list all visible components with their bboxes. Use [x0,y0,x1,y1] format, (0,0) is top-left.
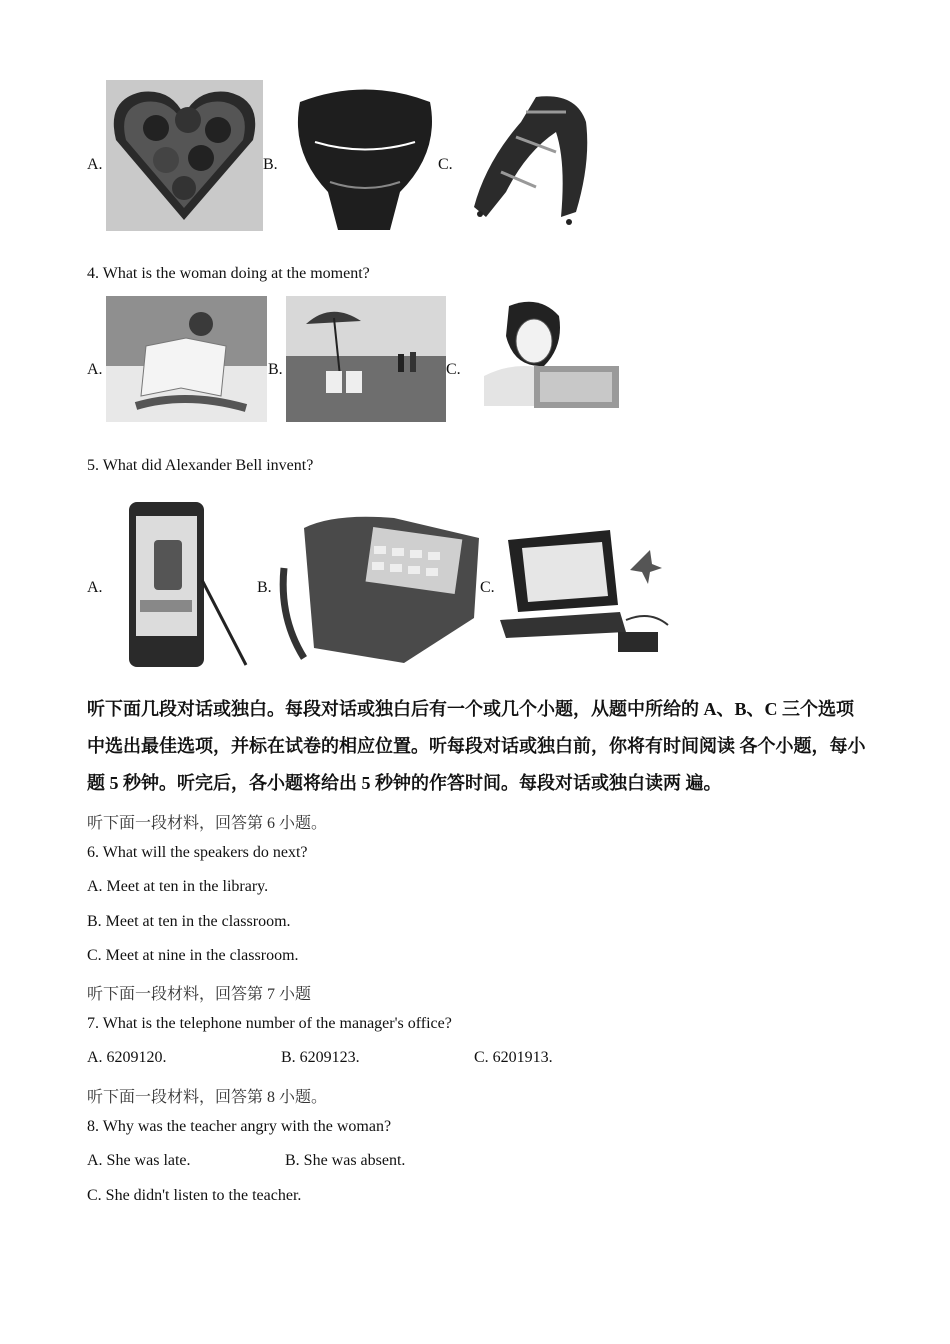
q5-option-c-label: C. [480,579,495,596]
section-header-q7: 听下面一段材料，回答第 7 小题 [87,986,312,1003]
section-header-q8: 听下面一段材料，回答第 8 小题。 [87,1089,328,1106]
beach-scene-image [286,296,446,422]
q7-question: 7. What is the telephone number of the manager's office? [87,1015,452,1032]
woman-with-laptop-image [464,296,624,422]
q3-option-b-label: B. [263,156,278,173]
q4-option-c-label: C. [446,361,461,378]
q8-option-a: A. She was late. [87,1152,191,1169]
q8-option-c: C. She didn't listen to the teacher. [87,1187,302,1204]
q7-option-a: A. 6209120. [87,1049,167,1066]
scarf-image [466,92,592,230]
section-header-q6: 听下面一段材料，回答第 6 小题。 [87,815,328,832]
computer-image [500,520,686,666]
q4-option-b-label: B. [268,361,283,378]
q6-option-b: B. Meet at ten in the classroom. [87,913,291,930]
q6-option-c: C. Meet at nine in the classroom. [87,947,299,964]
flower-bouquet-image [290,82,440,232]
q8-question: 8. Why was the teacher angry with the woman? [87,1118,392,1135]
q7-option-b: B. 6209123. [281,1049,360,1066]
q8-option-b: B. She was absent. [285,1152,406,1169]
q5-question: 5. What did Alexander Bell invent? [87,457,314,474]
q5-option-a-label: A. [87,579,103,596]
q5-option-b-label: B. [257,579,272,596]
woman-reading-newspaper-image [106,296,267,422]
q4-option-a-label: A. [87,361,103,378]
smartphone-image [124,500,252,670]
q6-option-a: A. Meet at ten in the library. [87,878,269,895]
desk-telephone-image [274,508,480,668]
chocolate-box-image [106,80,263,231]
q3-option-c-label: C. [438,156,453,173]
q7-option-c: C. 6201913. [474,1049,553,1066]
q4-question: 4. What is the woman doing at the moment? [87,265,370,282]
q6-question: 6. What will the speakers do next? [87,844,308,861]
q3-option-a-label: A. [87,156,103,173]
section-instructions: 听下面几段对话或独白。每段对话或独白后有一个或几个小题，从题中所给的 A、B、C 三个选项中选出最佳选项，并标在试卷的相应位置。听每段对话或独白前，你将有时间阅读 各个小题，每小题 5 秒钟。听完后，各小题将给出 5 秒钟的作答时间。每段对话或独白读两 遍。 [87,699,866,793]
